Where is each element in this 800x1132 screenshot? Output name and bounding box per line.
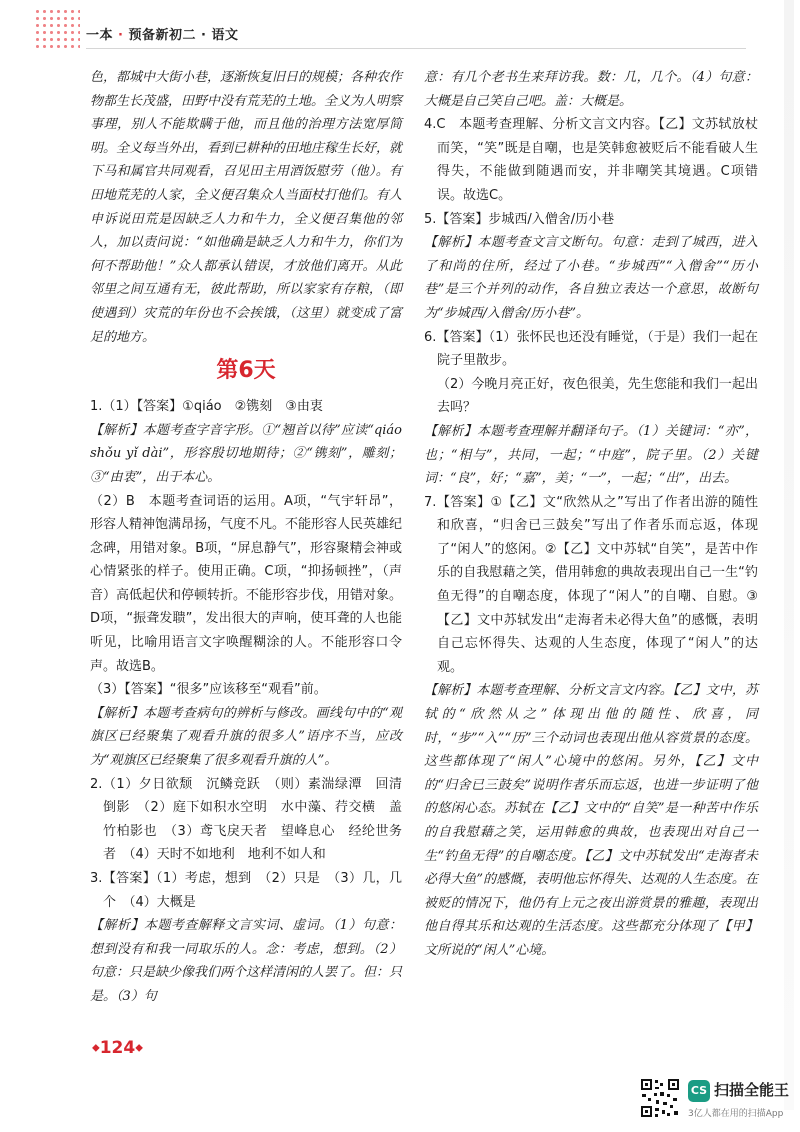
left-column (90, 66, 402, 1009)
page-number-dot-left: ◆ (92, 1042, 100, 1054)
header-dots-decoration (34, 8, 80, 50)
page-number (92, 1038, 143, 1058)
scanner-brand-name: 扫描全能王 (714, 1081, 790, 1099)
page-number-value: 124 (99, 1038, 136, 1058)
q1-part2: （2）B 本题考查词语的运用。A项，“气宇轩昂”，形容人精神饱满昂扬，气度不凡。不能形容人民英雄纪念碑，用错对象。B项，“屏息静气”，形容聚精会神或心情紧张的样子。使用正确。C项，“抑扬顿挫”，（声音）高低起伏和停顿转折。不能形容步伐，用错对象。D项，“振聋发聩”，发出很大的声响，使耳聋的人也能听见，比喻用语言文字唤醒糊涂的人。不能形容口令声。故选B。 (90, 493, 403, 674)
page-number-dot-right: ◆ (135, 1042, 143, 1054)
q2-answer: 2.（1）夕日欲颓 沉鳞竞跃 （则）素湍绿潭 回清倒影 （2）庭下如积水空明 水中藻、荇交横 盖竹柏影也 （3）鸢飞戾天者 望峰息心 经纶世务者 （4）天时不如地利 地利不如人和 (90, 776, 402, 863)
q1-part3-answer: （3）【答案】“很多”应该移至“观看”前。 (90, 682, 327, 698)
page-edge-shadow (784, 0, 794, 1110)
right-column (424, 66, 758, 963)
q1-answer: 1.（1）【答案】①qiáo ②镌刻 ③由衷 (90, 399, 323, 415)
header-divider (86, 48, 746, 49)
scanner-brand-tagline: 3亿人都在用的扫描App (688, 1109, 784, 1119)
header-subtitle: 预备新初二 · 语文 (128, 28, 239, 43)
q6-part2: （2）今晚月亮正好，夜色很美，先生您能和我们一起出去吗？ (437, 376, 758, 416)
qr-code-icon (640, 1078, 680, 1118)
q3-analysis: 【解析】本题考查解释文言实词、虚词。（1）句意：想到没有和我一同取乐的人。念：考虑，想到。（2）句意：只是缺少像我们两个这样清闲的人罢了。但：只是。（3）句 (90, 918, 403, 1004)
translation-paragraph: 色，都城中大街小巷，逐渐恢复旧日的规模；各种农作物都生长茂盛，田野中没有荒芜的土地。全义为人明察事理，别人不能欺瞒于他，而且他的治理方法宽厚简明。全义每当外出，看到已耕种的田地庄稼生长好，就下马和属官共同观看，召见田主用酒饭慰劳（他）。有田地荒芜的人家，全义便召集众人当面杖打他们。有人申诉说田荒是因缺乏人力和牛力，全义便召集他的邻人，加以责问说：“如他确是缺乏人力和牛力，你们为何不帮助他！”众人都承认错误，才放他们离开。从此邻里之间互通有无，彼此帮助，所以家家有存粮，（即使遇到）灾荒的年份也不会挨饿，（这里）就变成了富足的地方。 (90, 70, 403, 345)
q4-answer: 4.C 本题考查理解、分析文言文内容。【乙】文苏轼放杖而笑，“笑”既是自嘲，也是笑韩愈被贬后不能看破人生得失，不能做到随遇而安，并非嘲笑其境遇。C项错误。故选C。 (424, 117, 758, 203)
header-separator: · (113, 28, 129, 43)
day-title: 第6天 (216, 358, 276, 384)
q3-answer: 3.【答案】（1）考虑，想到 （2）只是 （3）几，几个 （4）大概是 (90, 871, 402, 910)
header-book: 一本 (86, 28, 114, 43)
q7-analysis: 【解析】本题考查理解、分析文言文内容。【乙】文中，苏轼的“欣然从之”体现出他的随性、欣喜，同时，“步”“入”“历”三个动词也表现出他从容赏景的态度。这些都体现了“闲人”心境中的悠闲。另外，【乙】文中的“归舍已三鼓矣”说明作者乐而忘返，也进一步证明了他的悠闲心态。苏轼在【乙】文中的“自笑”是一种苦中作乐的自我慰藉之笑，运用韩愈的典故，也表现出对自己一生“钓鱼无得”的自嘲态度。【乙】文中苏轼发出“走海者未必得大鱼”的感慨，表明他忘怀得失、达观的人生态度。在被贬的情况下，他仍有上元之夜出游赏景的雅趣，表现出他自得其乐和达观的生活态度。这些都充分体现了【甲】文所说的“闲人”心境。 (424, 683, 758, 958)
q3-analysis-continued: 意：有几个老书生来拜访我。数：几，几个。（4）句意：大概是自己笑自己吧。盖：大概是。 (424, 70, 758, 109)
page-header (86, 24, 239, 43)
q6-answer: 6.【答案】（1）张怀民也还没有睡觉，（于是）我们一起在院子里散步。 (424, 329, 758, 369)
q7-answer: 7.【答案】①【乙】文“欣然从之”写出了作者出游的随性和欣喜，“归舍已三鼓矣”写出了作者乐而忘返，体现了“闲人”的悠闲。②【乙】文中苏轼“自笑”，是苦中作乐的自我慰藉之笑，借用韩愈的典故表现出自己一生“钓鱼无得”的自嘲态度，体现了“闲人”的自嘲、自慰。③【乙】文中苏轼发出“走海者未必得大鱼”的感慨，表明自己忘怀得失、达观的人生态度，体现了“闲人”的达观。 (424, 494, 758, 675)
q1-part3-analysis: 【解析】本题考查病句的辨析与修改。画线句中的“观旗区已经聚集了观看升旗的很多人”语序不当，应改为“观旗区已经聚集了很多观看升旗的人”。 (90, 705, 402, 769)
q5-analysis: 【解析】本题考查文言文断句。句意：走到了城西，进入了和尚的住所，经过了小巷。“步城西”“入僧舍”“历小巷”是三个并列的动作，各自独立表达一个意思，故断句为“步城西/入僧舍/历小巷”。 (424, 235, 758, 321)
q5-answer: 5.【答案】步城西/入僧舍/历小巷 (424, 211, 615, 227)
camscanner-logo-icon: CS (688, 1080, 710, 1102)
q6-analysis: 【解析】本题考查理解并翻译句子。（1）关键词：“亦”，也；“相与”，共同，一起；“中庭”，院子里。（2）关键词：“良”，好；“嘉”，美；“一”，一起；“出”，出去。 (424, 423, 758, 487)
q1-analysis: 【解析】本题考查字音字形。①“翘首以待”应读“qiáo shǒu yǐ dài”，形容殷切地期待；②“镌刻”，雕刻；③“由衷”，出于本心。 (90, 422, 402, 485)
